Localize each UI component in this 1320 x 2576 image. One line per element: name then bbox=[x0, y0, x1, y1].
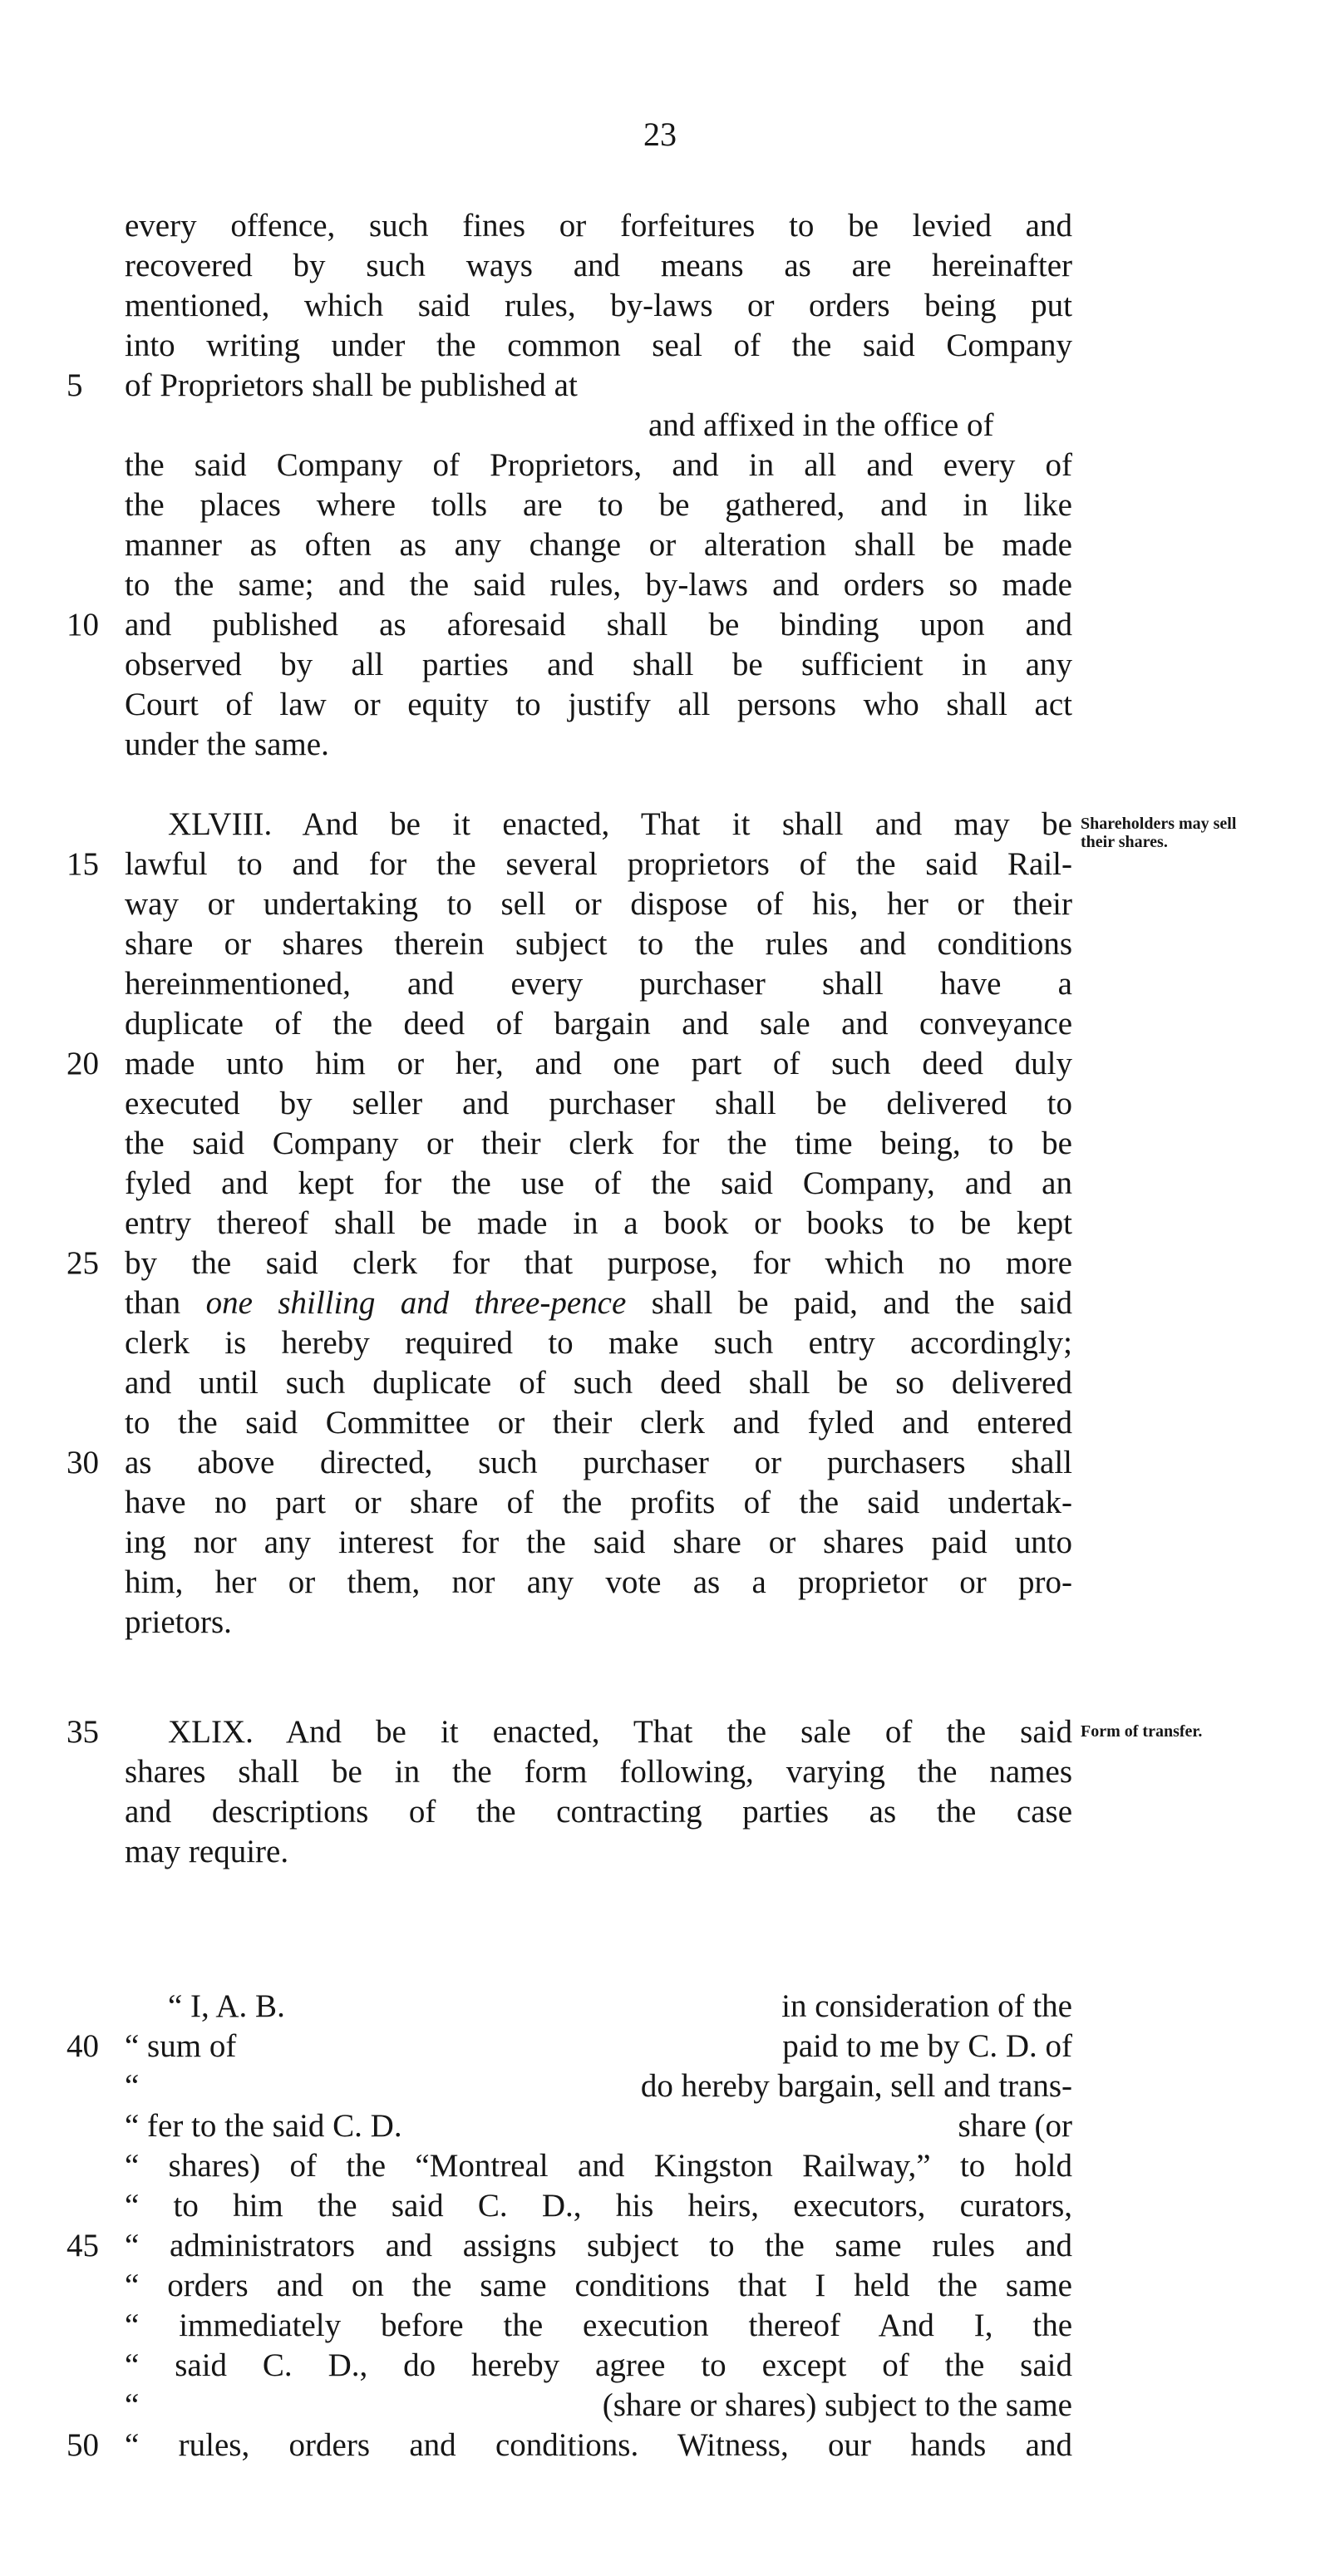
line-number: 25 bbox=[66, 1245, 99, 1281]
line-number: 35 bbox=[66, 1714, 99, 1750]
text-line bbox=[125, 2066, 1072, 2106]
text-line: to the same; and the said rules, by-laws and orders so made bbox=[125, 567, 1072, 603]
text-line: and descriptions of the contracting parties as the case bbox=[125, 1794, 1072, 1830]
text-line: by the said clerk for that purpose, for which no more bbox=[125, 1245, 1072, 1281]
text-line: “ administrators and assigns subject to the same rules and bbox=[125, 2228, 1072, 2263]
line-number: 40 bbox=[66, 2028, 99, 2064]
line-number: 20 bbox=[66, 1046, 99, 1081]
text-line: the said Company of Proprietors, and in all and every of bbox=[125, 447, 1072, 483]
text-line: and until such duplicate of such deed shall be so delivered bbox=[125, 1365, 1072, 1401]
text-line: him, her or them, nor any vote as a proprietor or pro- bbox=[125, 1564, 1072, 1600]
text-line bbox=[125, 2027, 1072, 2066]
text-line: of Proprietors shall be published at bbox=[125, 367, 578, 403]
text-line: prietors. bbox=[125, 1604, 232, 1640]
text-line: shares shall be in the form following, varying the names bbox=[125, 1754, 1072, 1790]
line-number: 45 bbox=[66, 2228, 99, 2263]
text-line: to the said Committee or their clerk and fyled and entered bbox=[125, 1405, 1072, 1441]
text-line: as above directed, such purchaser or purchasers shall bbox=[125, 1445, 1072, 1480]
text-line: share or shares therein subject to the rules and conditions bbox=[125, 926, 1072, 962]
text-line: “ immediately before the execution thereof And I, the bbox=[125, 2308, 1072, 2343]
form-left-text: “ fer to the said C. D. bbox=[125, 2108, 402, 2144]
form-left-text: “ bbox=[125, 2387, 140, 2423]
form-right-text: do hereby bargain, sell and trans- bbox=[640, 2068, 1072, 2104]
text-line: ing nor any interest for the said share or shares paid unto bbox=[125, 1524, 1072, 1560]
form-left-text: “ sum of bbox=[125, 2028, 237, 2064]
text-line: every offence, such fines or forfeitures to be levied and bbox=[125, 208, 1072, 244]
form-right-text: share (or bbox=[958, 2108, 1072, 2144]
text-line: “ shares) of the “Montreal and Kingston Railway,” to hold bbox=[125, 2148, 1072, 2184]
line-number: 30 bbox=[66, 1445, 99, 1480]
text-line: executed by seller and purchaser shall be delivered to bbox=[125, 1086, 1072, 1121]
page-number: 23 bbox=[643, 116, 677, 153]
text-line: may require. bbox=[125, 1834, 289, 1869]
form-left-text: “ I, A. B. bbox=[168, 1988, 285, 2024]
form-left-text: “ bbox=[125, 2068, 140, 2104]
line-number: 10 bbox=[66, 607, 99, 643]
text-line: have no part or share of the profits of the said undertak- bbox=[125, 1485, 1072, 1520]
text-line: under the same. bbox=[125, 727, 329, 762]
text-line: XLIX. And be it enacted, That the sale of the said bbox=[168, 1714, 1072, 1750]
line-number: 50 bbox=[66, 2427, 99, 2463]
text-line: “ rules, orders and conditions. Witness, our hands and bbox=[125, 2427, 1072, 2463]
text-line: way or undertaking to sell or dispose of his, her or their bbox=[125, 886, 1072, 922]
italic-text-segment: one shilling and three-pence bbox=[205, 1285, 627, 1321]
text-line bbox=[125, 1283, 1072, 1323]
text-line: fyled and kept for the use of the said Company, and an bbox=[125, 1165, 1072, 1201]
text-line: recovered by such ways and means as are hereinafter bbox=[125, 248, 1072, 283]
text-segment: than bbox=[125, 1285, 206, 1321]
line-number: 15 bbox=[66, 846, 99, 882]
text-line: manner as often as any change or alteration shall be made bbox=[125, 527, 1072, 563]
form-right-text: in consideration of the bbox=[781, 1988, 1072, 2024]
text-segment: shall be paid, and the said bbox=[626, 1285, 1072, 1321]
text-line: “ to him the said C. D., his heirs, executors, curators, bbox=[125, 2188, 1072, 2224]
form-right-text: (share or shares) subject to the same bbox=[602, 2387, 1072, 2423]
text-line: Court of law or equity to justify all persons who shall act bbox=[125, 687, 1072, 722]
text-line: XLVIII. And be it enacted, That it shall and may be bbox=[168, 806, 1072, 842]
text-line: clerk is hereby required to make such entry accordingly; bbox=[125, 1325, 1072, 1361]
margin-note: Form of transfer. bbox=[1081, 1722, 1203, 1741]
text-line bbox=[125, 2386, 1072, 2426]
text-line: entry thereof shall be made in a book or books to be kept bbox=[125, 1205, 1072, 1241]
text-line bbox=[125, 2106, 1072, 2146]
text-line: lawful to and for the several proprietors of the said Rail- bbox=[125, 846, 1072, 882]
text-line: hereinmentioned, and every purchaser shall have a bbox=[125, 966, 1072, 1002]
text-line bbox=[168, 1987, 1072, 2027]
text-line: the said Company or their clerk for the time being, to be bbox=[125, 1125, 1072, 1161]
text-line: and affixed in the office of bbox=[648, 407, 994, 443]
text-line: “ said C. D., do hereby agree to except of the said bbox=[125, 2347, 1072, 2383]
line-number: 5 bbox=[66, 367, 83, 403]
text-line: observed by all parties and shall be sufficient in any bbox=[125, 647, 1072, 682]
text-line: and published as aforesaid shall be binding upon and bbox=[125, 607, 1072, 643]
text-line: the places where tolls are to be gathered, and in like bbox=[125, 487, 1072, 523]
margin-note: Shareholders may sell their shares. bbox=[1081, 815, 1237, 851]
text-line: into writing under the common seal of the said Company bbox=[125, 328, 1072, 363]
text-line: mentioned, which said rules, by-laws or orders being put bbox=[125, 288, 1072, 323]
text-line: made unto him or her, and one part of such deed duly bbox=[125, 1046, 1072, 1081]
text-line: duplicate of the deed of bargain and sale and conveyance bbox=[125, 1006, 1072, 1042]
form-right-text: paid to me by C. D. of bbox=[782, 2028, 1072, 2064]
text-line: “ orders and on the same conditions that I held the same bbox=[125, 2268, 1072, 2303]
